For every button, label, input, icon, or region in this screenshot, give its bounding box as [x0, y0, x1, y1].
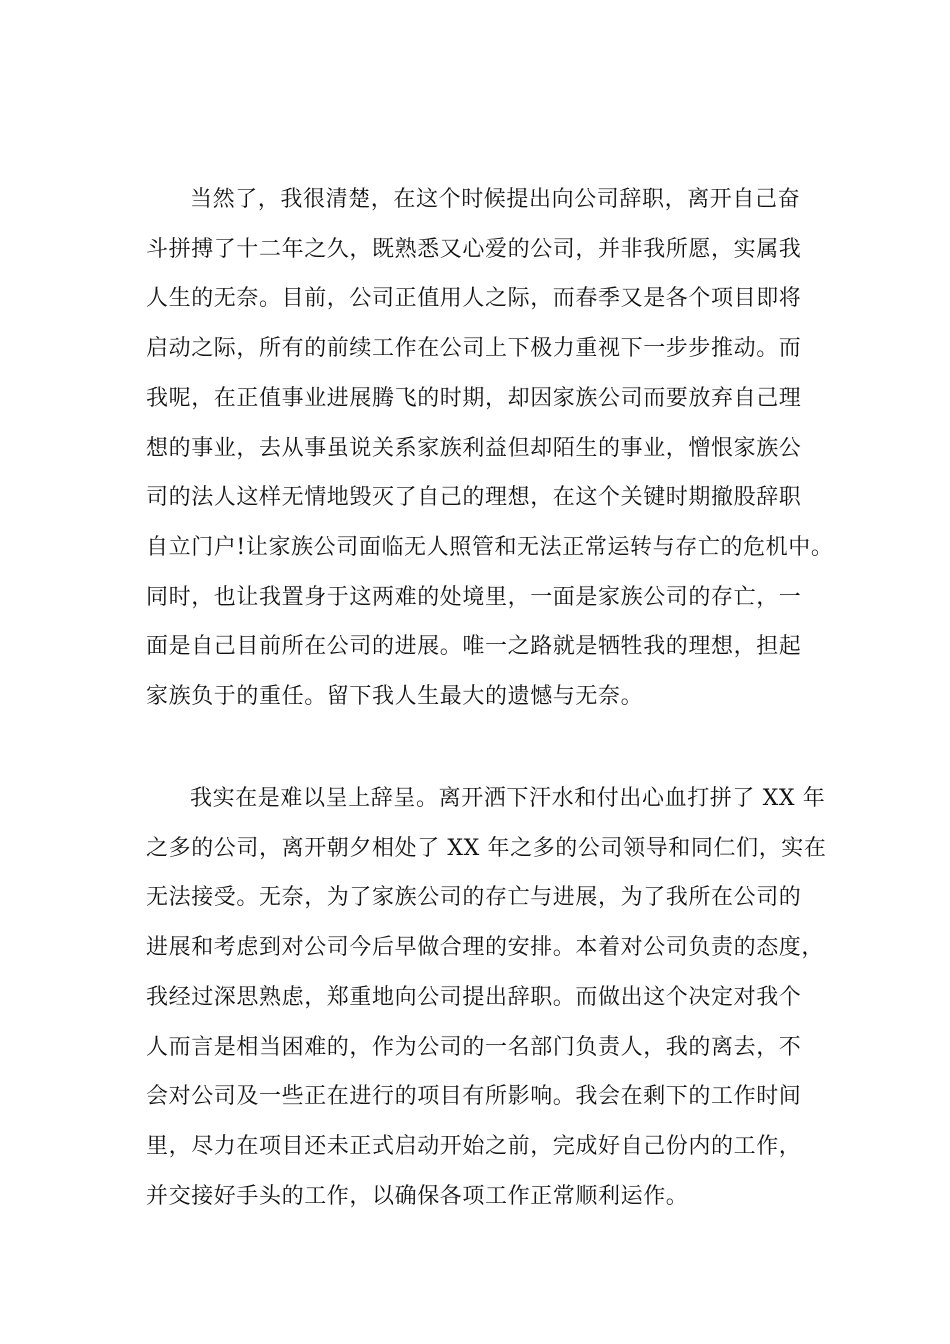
paragraph-line: 自立门户!让家族公司面临无人照管和无法正常运转与存亡的危机中。: [146, 534, 834, 560]
paragraph-line: 并交接好手头的工作，以确保各项工作正常顺利运作。: [146, 1183, 689, 1209]
paragraph-line: 斗拼搏了十二年之久，既熟悉又心爱的公司，并非我所愿，实属我: [146, 236, 802, 262]
paragraph-line: 面是自己目前所在公司的进展。唯一之路就是牺牲我的理想，担起: [146, 634, 802, 660]
paragraph-line: 之多的公司，离开朝夕相处了 XX 年之多的公司领导和同仁们，实在: [146, 835, 827, 861]
paragraph-line: 里，尽力在项目还未正式启动开始之前，完成好自己份内的工作，: [146, 1133, 802, 1159]
paragraph-line: 我实在是难以呈上辞呈。离开洒下汗水和付出心血打拼了 XX 年: [190, 786, 826, 811]
paragraph-line: 我经过深思熟虑，郑重地向公司提出辞职。而做出这个决定对我个: [146, 984, 802, 1010]
paragraph-line: 进展和考虑到对公司今后早做合理的安排。本着对公司负责的态度，: [146, 935, 825, 961]
paragraph-line: 启动之际，所有的前续工作在公司上下极力重视下一步步推动。而: [146, 336, 802, 362]
paragraph-line: 当然了，我很清楚，在这个时候提出向公司辞职，离开自己奋: [190, 187, 801, 212]
paragraph-line: 同时，也让我置身于这两难的处境里，一面是家族公司的存亡，一: [146, 584, 802, 610]
paragraph-line: 会对公司及一些正在进行的项目有所影响。我会在剩下的工作时间: [146, 1084, 802, 1110]
paragraph-2: [146, 774, 826, 1221]
paragraph-1: [146, 175, 834, 722]
paragraph-line: 司的法人这样无情地毁灭了自己的理想，在这个关键时期撤股辞职: [146, 485, 802, 511]
paragraph-line: 想的事业，去从事虽说关系家族利益但却陌生的事业，憎恨家族公: [146, 435, 802, 461]
paragraph-line: 我呢，在正值事业进展腾飞的时期，却因家族公司而要放弃自己理: [146, 385, 802, 411]
paragraph-line: 人而言是相当困难的，作为公司的一名部门负责人，我的离去，不: [146, 1034, 802, 1060]
paragraph-line: 人生的无奈。目前，公司正值用人之际，而春季又是各个项目即将: [146, 286, 802, 312]
paragraph-line: 无法接受。无奈，为了家族公司的存亡与进展，为了我所在公司的: [146, 885, 802, 911]
paragraph-line: 家族负于的重任。留下我人生最大的遗憾与无奈。: [146, 684, 644, 710]
